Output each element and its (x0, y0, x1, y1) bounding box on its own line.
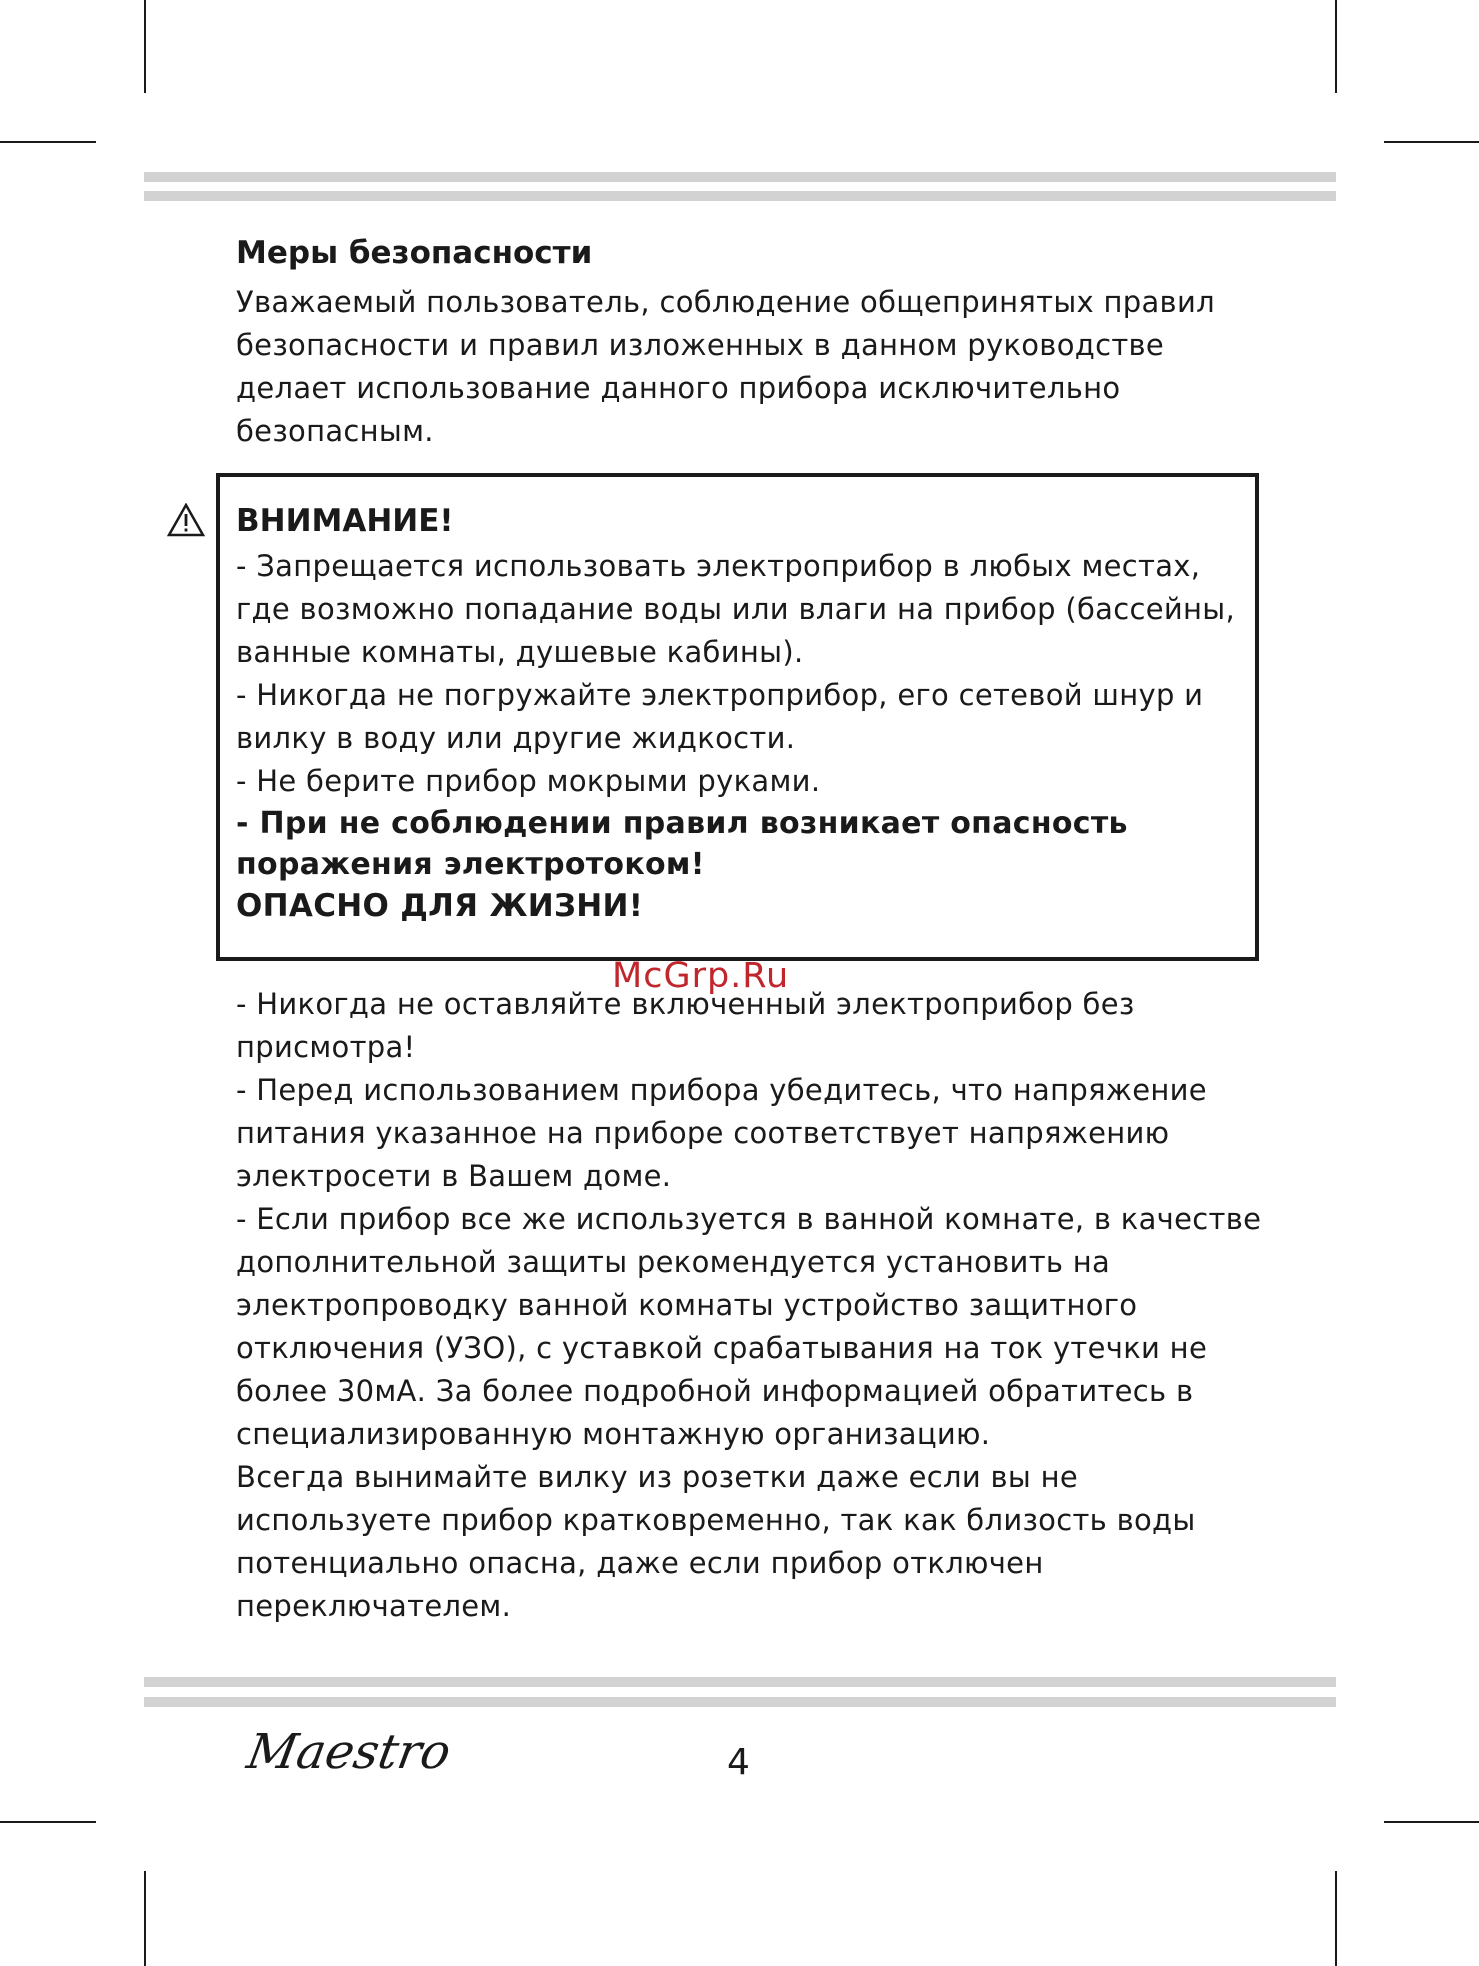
header-rule (144, 191, 1336, 201)
page-number: 4 (727, 1742, 750, 1783)
warning-line: - Никогда не погружайте электроприбор, его сетевой шнур и (236, 678, 1204, 712)
warning-line: ванные комнаты, душевые кабины). (236, 635, 804, 669)
warning-line: - Не берите прибор мокрыми руками. (236, 764, 821, 798)
body-line: - Никогда не оставляйте включенный электроприбор без (236, 987, 1135, 1021)
crop-mark (0, 141, 96, 143)
body-line: потенциально опасна, даже если прибор отключен (236, 1546, 1044, 1580)
crop-mark (144, 0, 146, 93)
body-line: более 30мА. За более подробной информацией обратитесь в (236, 1374, 1194, 1408)
warning-title: ВНИМАНИЕ! (236, 503, 454, 539)
body-line: электропроводку ванной комнаты устройство защитного (236, 1288, 1138, 1322)
warning-line: - Запрещается использовать электроприбор в любых местах, (236, 549, 1201, 583)
body-line: присмотра! (236, 1030, 416, 1064)
footer-rule (144, 1697, 1336, 1707)
crop-mark (1335, 0, 1337, 93)
warning-line: где возможно попадание воды или влаги на прибор (бассейны, (236, 592, 1235, 626)
crop-mark (1335, 1871, 1337, 1966)
body-line: Всегда вынимайте вилку из розетки даже если вы не (236, 1460, 1079, 1494)
crop-mark (144, 1871, 146, 1966)
warning-triangle-icon (167, 503, 205, 537)
crop-mark (1384, 141, 1479, 143)
body-line: специализированную монтажную организацию. (236, 1417, 991, 1451)
body-text (236, 983, 1276, 1628)
intro-line: делает использование данного прибора исключительно (236, 371, 1121, 405)
warning-text (236, 545, 1276, 927)
body-line: дополнительной защиты рекомендуется установить на (236, 1245, 1111, 1279)
intro-line: безопасным. (236, 414, 434, 448)
danger-line: поражения электротоком! (236, 847, 705, 882)
maestro-logo: Maestro (243, 1724, 455, 1780)
intro-paragraph (236, 281, 1276, 453)
body-line: - Перед использованием прибора убедитесь, что напряжение (236, 1073, 1207, 1107)
danger-line: - При не соблюдении правил возникает опасность (236, 806, 1128, 841)
intro-line: Уважаемый пользователь, соблюдение общепринятых правил (236, 285, 1215, 319)
body-line: - Если прибор все же используется в ванной комнате, в качестве (236, 1202, 1262, 1236)
section-title: Меры безопасности (236, 235, 593, 271)
watermark: McGrp.Ru (612, 956, 790, 996)
body-line: электросети в Вашем доме. (236, 1159, 672, 1193)
footer-rule (144, 1677, 1336, 1687)
crop-mark (0, 1821, 96, 1823)
body-line: питания указанное на приборе соответствует напряжению (236, 1116, 1170, 1150)
crop-mark (1384, 1821, 1479, 1823)
body-line: используете прибор кратковременно, так как близость воды (236, 1503, 1196, 1537)
header-rule (144, 172, 1336, 182)
danger-final: ОПАСНО ДЛЯ ЖИЗНИ! (236, 888, 644, 924)
warning-line: вилку в воду или другие жидкости. (236, 721, 796, 755)
body-line: переключателем. (236, 1589, 512, 1623)
body-line: отключения (УЗО), с уставкой срабатывания на ток утечки не (236, 1331, 1208, 1365)
intro-line: безопасности и правил изложенных в данном руководстве (236, 328, 1165, 362)
